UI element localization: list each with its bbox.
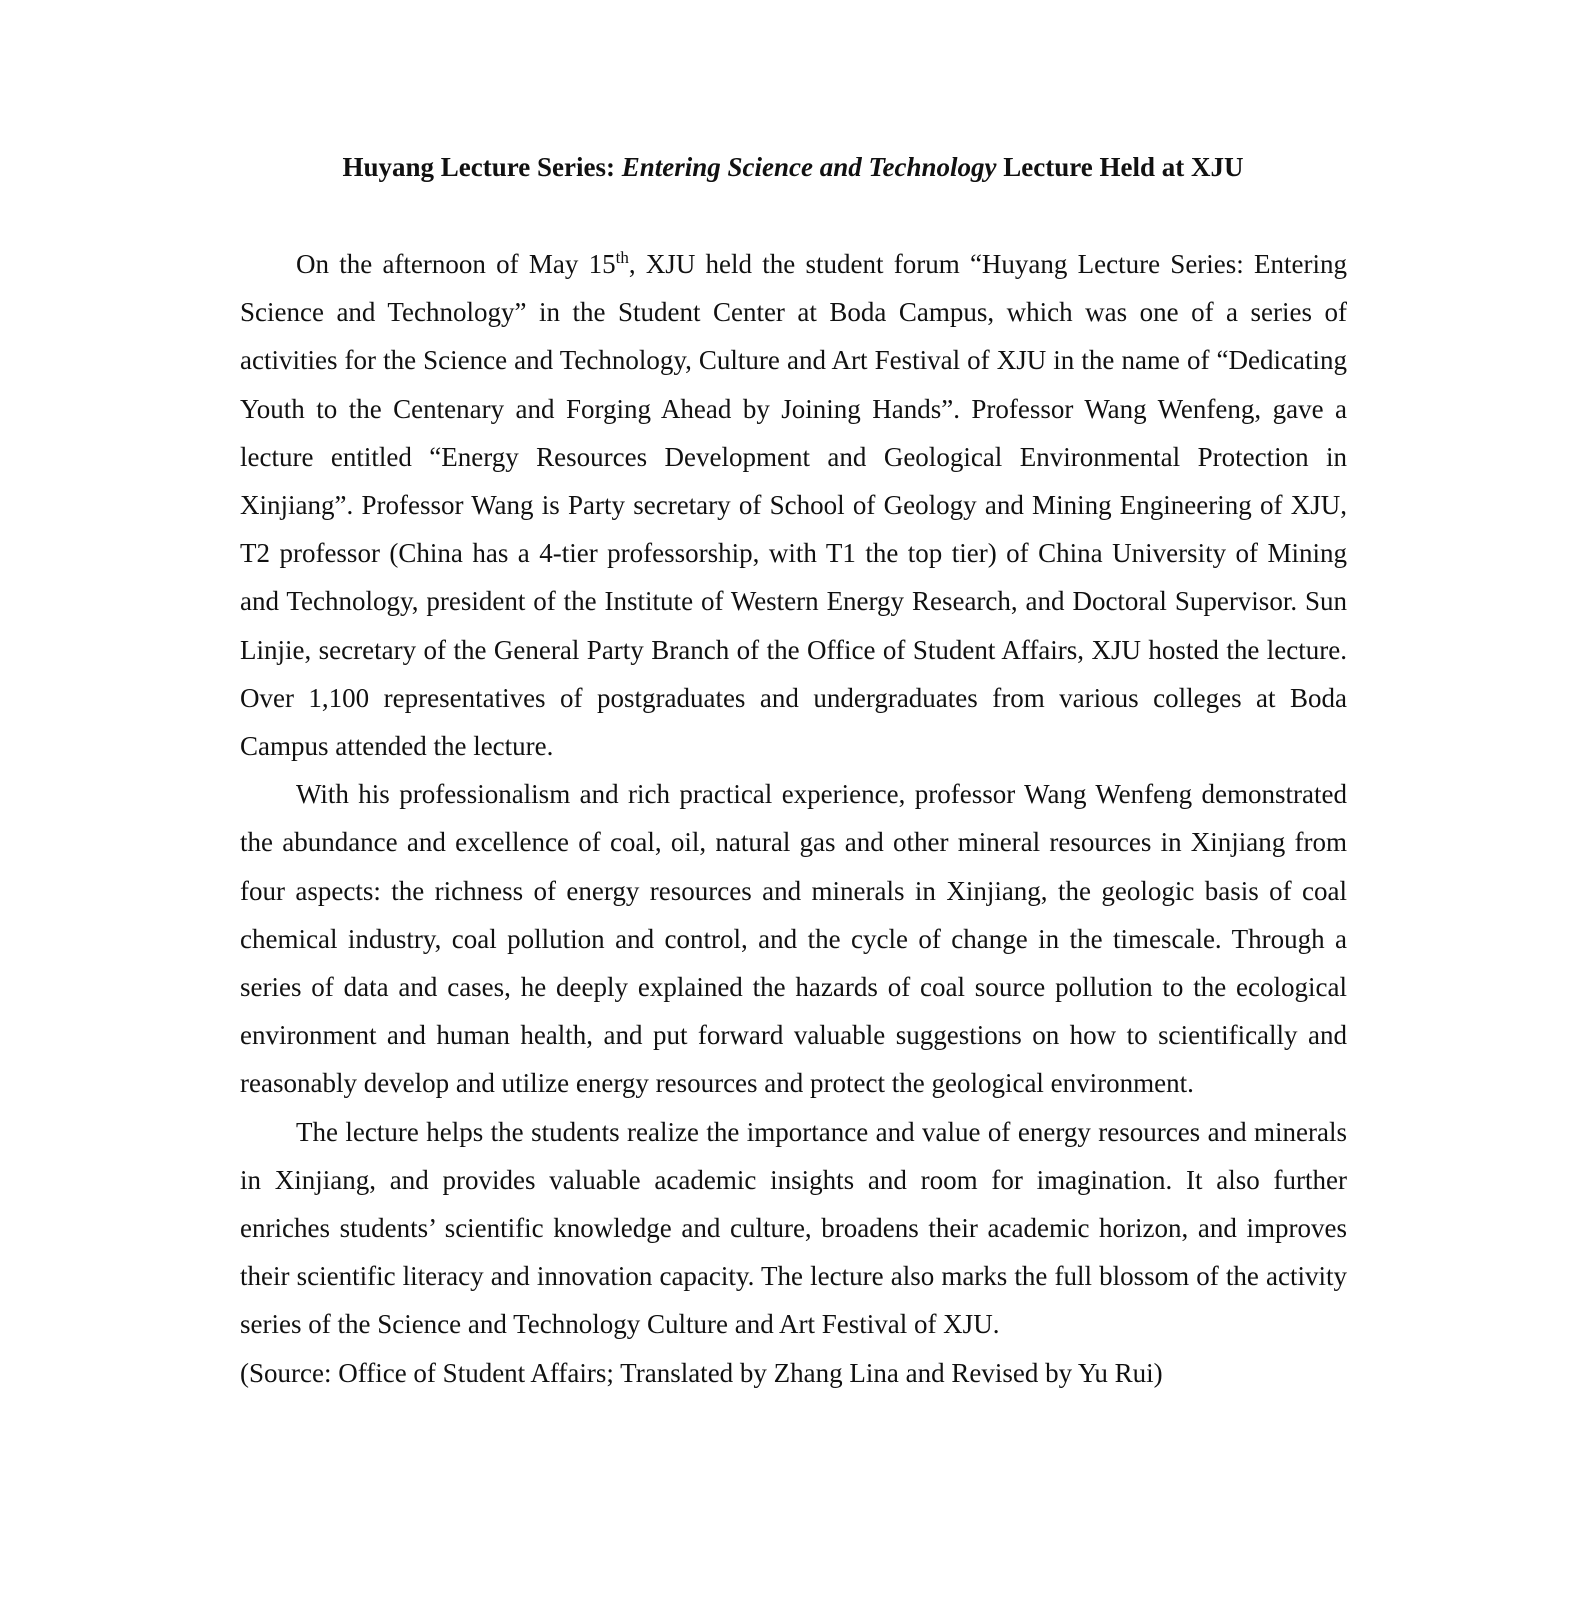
title-suffix: Lecture Held at XJU bbox=[996, 152, 1244, 182]
title-italic-phrase: Entering Science and Technology bbox=[621, 152, 997, 182]
paragraph-2: With his professionalism and rich practical experience, professor Wang Wenfeng demonstrated the abundance and excellence of coal, oil, natural gas and other mineral resources in Xinjiang from four aspects: the richness of energy resources and minerals in Xinjiang, the geologic basis of coal chemical industry, coal pollution and control, and the cycle of change in the timescale. Through a series of data and cases, he deeply explained the hazards of coal source pollution to the ecological environment and human health, and put forward valuable suggestions on how to scientifically and reasonably develop and utilize energy resources and protect the geological environment. bbox=[240, 779, 1347, 1099]
page-title bbox=[240, 150, 1346, 184]
paragraph-1 bbox=[240, 240, 1347, 770]
paragraph-1-text: , XJU held the student forum “Huyang Lecture Series: Entering Science and Technology” in the Student Center at Boda Campus, which was one of a series of activities for the Science and Technology, Culture and Art Festival of XJU in the name of “Dedicating Youth to the Centenary and Forging Ahead by Joining Hands”. Professor Wang Wenfeng, gave a lecture entitled “Energy Resources Development and Geological Environmental Protection in Xinjiang”. Professor Wang is Party secretary of School of Geology and Mining Engineering of XJU, T2 professor (China has a 4-tier professorship, with T1 the top tier) of China University of Mining and Technology, president of the Institute of Western Energy Research, and Doctoral Supervisor. Sun Linjie, secretary of the General Party Branch of the Office of Student Affairs, XJU hosted the lecture. Over 1,100 representatives of postgraduates and undergraduates from various colleges at Boda Campus attended the lecture. bbox=[240, 249, 1347, 762]
ordinal-superscript: th bbox=[615, 248, 629, 267]
title-prefix: Huyang Lecture Series: bbox=[342, 152, 622, 182]
source-credit: (Source: Office of Student Affairs; Translated by Zhang Lina and Revised by Yu Rui) bbox=[240, 1357, 1163, 1388]
paragraph-3: The lecture helps the students realize the importance and value of energy resources and minerals in Xinjiang, and provides valuable academic insights and room for imagination. It also further enriches students’ scientific knowledge and culture, broadens their academic horizon, and improves their scientific literacy and innovation capacity. The lecture also marks the full blossom of the activity series of the Science and Technology Culture and Art Festival of XJU. bbox=[240, 1116, 1347, 1340]
article-body bbox=[240, 240, 1347, 1397]
paragraph-1-lead: On the afternoon of May 15 bbox=[296, 249, 616, 279]
